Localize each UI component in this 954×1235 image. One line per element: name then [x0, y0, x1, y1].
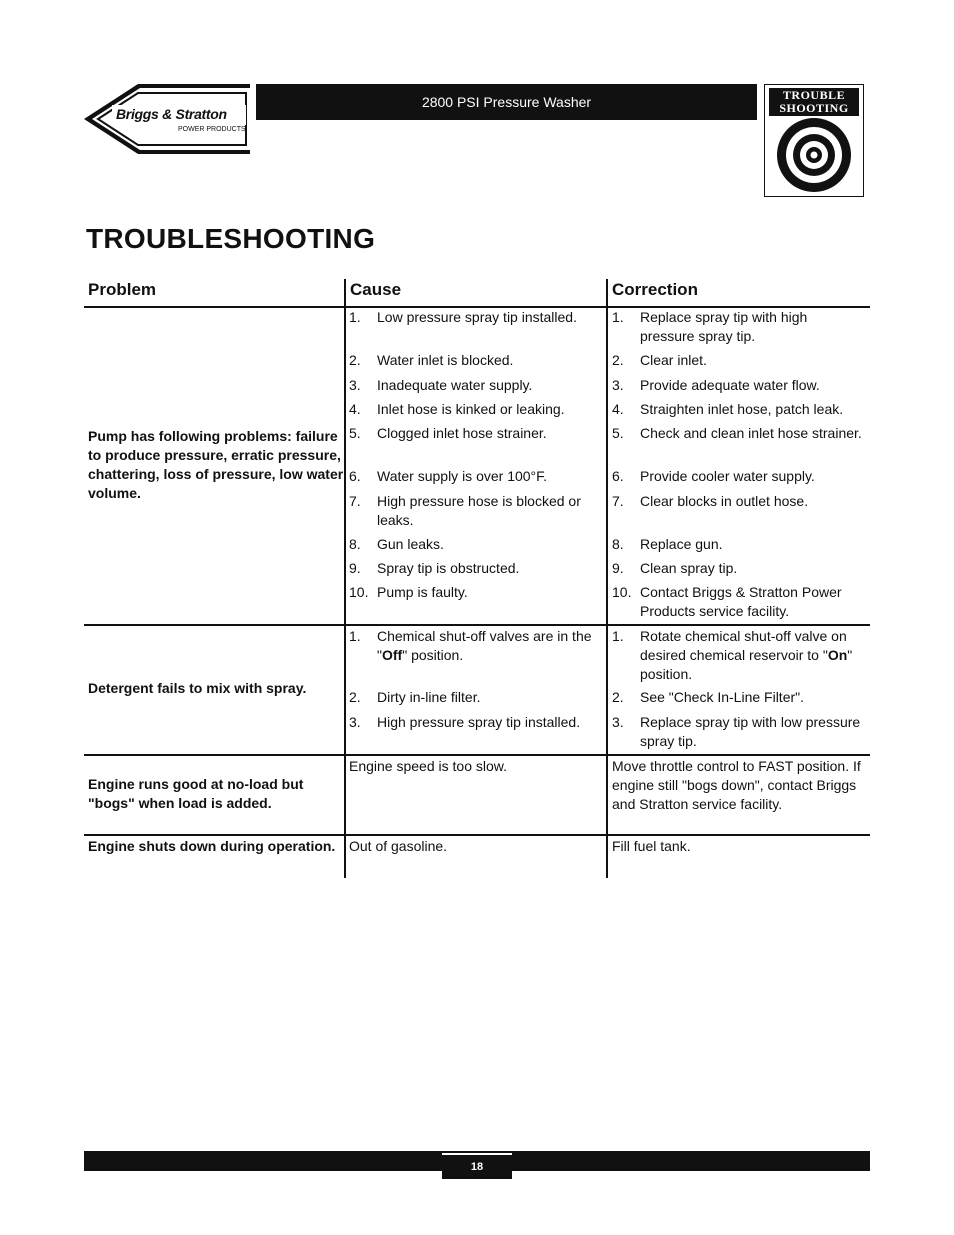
- brand-name: Briggs & Stratton: [116, 106, 227, 122]
- column-header-correction: Correction: [612, 280, 698, 299]
- problem-engine-bogs: Engine runs good at no-load but "bogs" when load is added.: [88, 776, 304, 811]
- brand-subtitle: POWER PRODUCTS: [178, 126, 246, 133]
- problem-engine-shuts-down: Engine shuts down during operation.: [88, 838, 336, 854]
- column-divider: [606, 279, 608, 878]
- document-title-bar: [256, 84, 757, 120]
- briggs-stratton-logo: [82, 82, 254, 156]
- column-header-cause: Cause: [350, 280, 402, 299]
- page-title: TROUBLESHOOTING: [86, 223, 376, 254]
- row-divider: [84, 624, 870, 626]
- problem-detergent: Detergent fails to mix with spray.: [88, 680, 307, 696]
- page-number: 18: [442, 1153, 512, 1179]
- cause-text: Out of gasoline.: [349, 838, 448, 854]
- document-title: 2800 PSI Pressure Washer: [421, 94, 592, 110]
- bullseye-icon: [765, 117, 863, 197]
- correction-text: Move throttle control to FAST position. If engine still "bogs down", contact Briggs and Stratton service facility.: [612, 758, 861, 812]
- correction-text: Fill fuel tank.: [612, 838, 691, 854]
- row-divider: [84, 754, 870, 756]
- row-divider: [84, 834, 870, 836]
- column-divider: [344, 279, 346, 878]
- cause-text: Engine speed is too slow.: [349, 758, 507, 774]
- problem-pump: Pump has following problems: failure to produce pressure, erratic pressure, chattering, loss of pressure, low water volume.: [88, 428, 344, 501]
- column-header-problem: Problem: [88, 280, 157, 299]
- troubleshooting-label: TROUBLE SHOOTING: [769, 88, 859, 116]
- troubleshooting-target-icon: [764, 84, 864, 197]
